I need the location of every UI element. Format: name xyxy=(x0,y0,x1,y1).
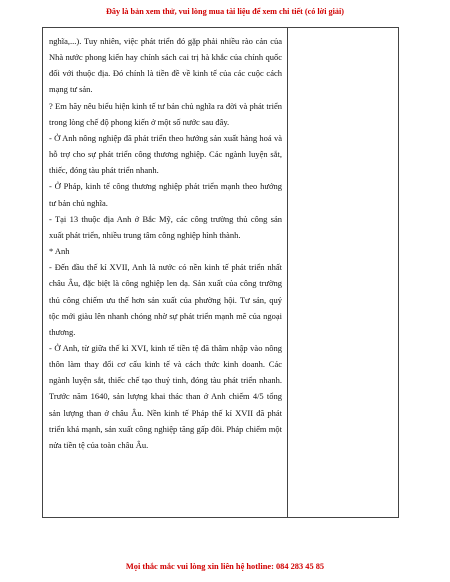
paragraph-england: - Ở Anh nông nghiệp đã phát triển theo hướng sản xuất hàng hoá và hỗ trợ cho sự phát triển công thương nghiệp. Các ngành luyện sắt, thiếc, đóng tàu phát triển nhanh. xyxy=(49,132,282,176)
table-column-divider xyxy=(287,27,288,518)
paragraph-intro: nghĩa,...). Tuy nhiên, việc phát triển đó gặp phải nhiều rào cản của Nhà nước phong kiến hay chính sách cai trị hà khắc của chính quốc đối với thuộc địa. Đó chính là tiền đề về kinh tế của các cuộc cách mạng tư sản. xyxy=(49,36,282,95)
paragraph-question: ? Em hãy nêu biểu hiện kinh tế tư bản chủ nghĩa ra đời và phát triển trong lòng chế độ phong kiến ở một số nước sau đây. xyxy=(49,100,282,127)
paragraph-anh-16th-century: - Ở Anh, từ giữa thế kỉ XVI, kinh tế tiền tệ đã thâm nhập vào nông thôn làm thay đổi cơ cấu kinh tế và cách thức kinh doanh. Các ngành luyện sắt, thiếc chế tạo thuỷ tinh, đóng tàu phát triển nhanh. Trước năm 1640, sản lượng khai thác than ở Anh chiếm 4/5 tổng sản lượng than ở châu Âu. Nền kinh tế Pháp thế kỉ XVII đã phát triển khá mạnh, sản xuất công nghiệp tăng gấp đôi. Pháp chiếm một nửa tiền tệ của toàn châu Âu. xyxy=(49,342,282,450)
paragraph-france: - Ở Pháp, kinh tế công thương nghiệp phát triển mạnh theo hướng tư bản chủ nghĩa. xyxy=(49,181,282,208)
table-left-cell xyxy=(49,33,282,453)
paragraph-north-america: - Tại 13 thuộc địa Anh ở Bắc Mỹ, các công trường thủ công sản xuất phát triển, nhiều trung tâm công nghiệp hình thành. xyxy=(49,213,282,240)
paragraph-anh-17th-century: - Đến đầu thế kỉ XVII, Anh là nước có nền kinh tế phát triển nhất châu Âu, đặc biệt là công nghiệp len dạ. Sản xuất của công trường thủ công chiếm ưu thế hơn sản xuất của phường hội. Tư sản, quý tộc mới giàu lên nhanh chóng nhờ sự phát triển mạnh mẽ của ngoại thương. xyxy=(49,262,282,337)
section-heading-anh: * Anh xyxy=(49,246,70,257)
preview-banner: Đây là bản xem thử, vui lòng mua tài liệu để xem chi tiết (có lời giải) xyxy=(105,7,344,16)
hotline-banner: Mọi thắc mắc vui lòng xin liên hệ hotline: 084 283 45 85 xyxy=(125,562,325,571)
